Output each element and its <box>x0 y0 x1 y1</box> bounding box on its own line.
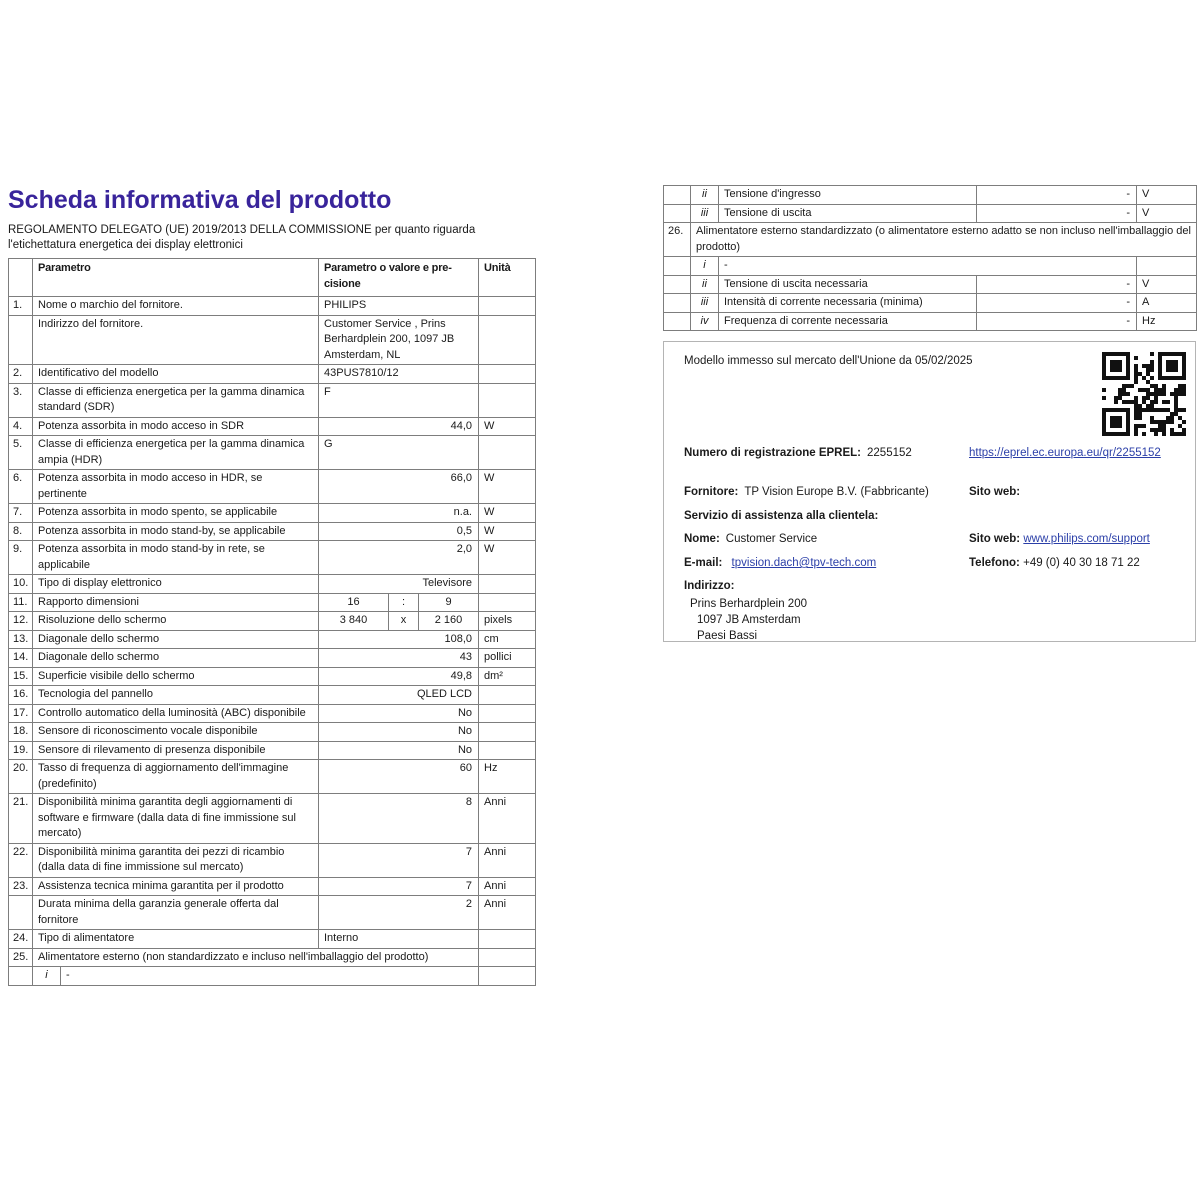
left-column <box>8 186 535 986</box>
table-row <box>9 417 536 436</box>
row-number-cell: 13. <box>9 630 33 649</box>
param-label-cell: Intensità di corrente necessaria (minima) <box>719 294 977 313</box>
unit-cell <box>479 704 536 723</box>
param-label-cell: Potenza assorbita in modo stand-by in rete, se applicabile <box>33 541 319 575</box>
table-row <box>9 948 536 967</box>
row-number-cell <box>664 204 691 223</box>
table-row <box>664 294 1197 313</box>
param-value-cell: Televisore <box>319 575 479 594</box>
param-label-cell: Potenza assorbita in modo acceso in SDR <box>33 417 319 436</box>
param-value-cell: - <box>977 204 1137 223</box>
param-value-cell: No <box>319 704 479 723</box>
fornitore-value: TP Vision Europe B.V. (Fabbricante) <box>744 486 929 498</box>
nome-value: Customer Service <box>725 533 818 545</box>
sub-index-cell: iv <box>691 312 719 331</box>
param-value-cell: 2,0 <box>319 541 479 575</box>
email-label: E-mail: <box>684 557 723 569</box>
table-row <box>9 297 536 316</box>
unit-cell: Hz <box>479 760 536 794</box>
table-row <box>9 896 536 930</box>
span-label-cell: Alimentatore esterno (non standardizzato e incluso nell'imballaggio del prodotto) <box>33 948 479 967</box>
param-label-cell: Durata minima della garanzia generale offerta dal fornitore <box>33 896 319 930</box>
table-row <box>9 630 536 649</box>
param-label-cell: Potenza assorbita in modo acceso in HDR, se pertinente <box>33 470 319 504</box>
param-value-cell: 60 <box>319 760 479 794</box>
row-number-cell: 9. <box>9 541 33 575</box>
row-number-cell <box>664 186 691 205</box>
param-label-cell: Tipo di alimentatore <box>33 930 319 949</box>
param-label-cell: Tecnologia del pannello <box>33 686 319 705</box>
table-row <box>9 741 536 760</box>
param-value-cell: - <box>977 312 1137 331</box>
param-value-cell: n.a. <box>319 504 479 523</box>
param-value-cell: 43PUS7810/12 <box>319 365 479 384</box>
param-value-cell: Customer Service , Prins Berhardplein 200, 1097 JB Amsterdam, NL <box>319 315 479 365</box>
row-number-cell: 16. <box>9 686 33 705</box>
row-number-cell: 24. <box>9 930 33 949</box>
row-number-cell <box>664 275 691 294</box>
row-number-cell: 19. <box>9 741 33 760</box>
value-part-cell: 16 <box>319 593 389 612</box>
param-label-cell: Classe di efficienza energetica per la gamma dinamica ampia (HDR) <box>33 436 319 470</box>
param-label-cell: Tensione d'ingresso <box>719 186 977 205</box>
address-line: 1097 JB Amsterdam <box>697 614 801 626</box>
table-row <box>9 843 536 877</box>
email-row <box>684 555 1181 571</box>
value-part-cell: 2 160 <box>419 612 479 631</box>
param-label-cell: Sensore di rilevamento di presenza disponibile <box>33 741 319 760</box>
table-row <box>9 967 536 986</box>
param-value-cell: No <box>319 741 479 760</box>
row-number-cell <box>9 315 33 365</box>
sub-index-cell: ii <box>691 275 719 294</box>
unit-cell <box>479 930 536 949</box>
param-value-cell: 7 <box>319 843 479 877</box>
param-label-cell: Controllo automatico della luminosità (ABC) disponibile <box>33 704 319 723</box>
unit-cell: Anni <box>479 794 536 844</box>
table-row <box>9 667 536 686</box>
param-label-cell: Tensione di uscita <box>719 204 977 223</box>
sito-web-label-2: Sito web: <box>969 533 1021 545</box>
unit-cell: W <box>479 504 536 523</box>
sub-index-cell: i <box>33 967 61 986</box>
row-number-cell: 7. <box>9 504 33 523</box>
param-label-cell: Potenza assorbita in modo spento, se applicabile <box>33 504 319 523</box>
unit-cell: V <box>1137 204 1197 223</box>
param-label-cell: Frequenza di corrente necessaria <box>719 312 977 331</box>
sub-index-cell: i <box>691 257 719 276</box>
market-info-box <box>663 341 1196 642</box>
table-row <box>9 504 536 523</box>
sub-index-cell: iii <box>691 204 719 223</box>
row-number-cell <box>664 294 691 313</box>
unit-cell: W <box>479 470 536 504</box>
param-value-cell: 44,0 <box>319 417 479 436</box>
regulation-subtitle: REGOLAMENTO DELEGATO (UE) 2019/2013 DELLA COMMISSIONE per quanto riguarda l'etichettatura energetica dei display elettronici <box>8 224 476 251</box>
table-row <box>9 877 536 896</box>
corner-cell <box>9 259 33 297</box>
row-number-cell <box>9 896 33 930</box>
fornitore-label: Fornitore: <box>684 486 739 498</box>
param-value-cell: Interno <box>319 930 479 949</box>
unit-cell <box>479 575 536 594</box>
sub-index-cell: iii <box>691 294 719 313</box>
unit-cell <box>479 686 536 705</box>
unit-cell: Anni <box>479 843 536 877</box>
indirizzo-label: Indirizzo: <box>684 580 735 592</box>
unit-cell: dm² <box>479 667 536 686</box>
unit-cell: pollici <box>479 649 536 668</box>
value-part-cell: 3 840 <box>319 612 389 631</box>
header-row <box>9 259 536 297</box>
table-row <box>9 723 536 742</box>
row-number-cell <box>9 967 33 986</box>
telefono-value: +49 (0) 40 30 18 71 22 <box>1023 557 1140 569</box>
row-number-cell: 8. <box>9 522 33 541</box>
unit-header-cell: Unità <box>479 259 536 297</box>
row-number-cell: 26. <box>664 223 691 257</box>
param-label-cell: Disponibilità minima garantita dei pezzi di ricambio (dalla data di fine immissione sul mercato) <box>33 843 319 877</box>
param-label-cell: Risoluzione dello schermo <box>33 612 319 631</box>
indirizzo-row <box>684 578 1181 594</box>
row-number-cell: 23. <box>9 877 33 896</box>
servizio-row <box>684 508 1181 524</box>
value-separator-cell: x <box>389 612 419 631</box>
table-row <box>664 186 1197 205</box>
unit-cell <box>479 383 536 417</box>
table-row <box>664 257 1197 276</box>
table-row <box>9 930 536 949</box>
unit-cell <box>479 967 536 986</box>
table-row <box>9 794 536 844</box>
address-line: Paesi Bassi <box>697 630 758 642</box>
unit-cell: W <box>479 417 536 436</box>
param-label-cell: Identificativo del modello <box>33 365 319 384</box>
unit-cell <box>1137 257 1197 276</box>
table-row <box>9 760 536 794</box>
param-value-cell: - <box>977 294 1137 313</box>
table-row <box>9 575 536 594</box>
qr-code <box>1101 351 1187 437</box>
fornitore-row <box>684 484 1181 500</box>
table-row <box>9 541 536 575</box>
unit-cell <box>479 593 536 612</box>
row-number-cell: 5. <box>9 436 33 470</box>
param-value-cell: 66,0 <box>319 470 479 504</box>
row-number-cell: 12. <box>9 612 33 631</box>
eprel-number: 2255152 <box>867 447 912 459</box>
param-value-cell: PHILIPS <box>319 297 479 316</box>
unit-cell: Anni <box>479 896 536 930</box>
sub-value-cell: - <box>61 967 479 986</box>
unit-cell: W <box>479 522 536 541</box>
row-number-cell: 11. <box>9 593 33 612</box>
unit-cell: cm <box>479 630 536 649</box>
row-number-cell: 4. <box>9 417 33 436</box>
param-value-cell: - <box>977 275 1137 294</box>
param-header-cell: Parametro <box>33 259 319 297</box>
unit-cell <box>479 297 536 316</box>
param-label-cell: Tasso di frequenza di aggiornamento dell'immagine (predefinito) <box>33 760 319 794</box>
param-value-cell: No <box>319 723 479 742</box>
table-row <box>9 383 536 417</box>
param-label-cell: Superficie visibile dello schermo <box>33 667 319 686</box>
sub-index-cell: ii <box>691 186 719 205</box>
table-row <box>9 704 536 723</box>
row-number-cell: 22. <box>9 843 33 877</box>
table-row <box>9 649 536 668</box>
philips-support-link[interactable]: www.philips.com/support <box>1023 533 1150 545</box>
unit-cell <box>479 741 536 760</box>
table-row <box>9 365 536 384</box>
param-value-cell: G <box>319 436 479 470</box>
unit-cell: A <box>1137 294 1197 313</box>
unit-cell <box>479 723 536 742</box>
param-value-cell: QLED LCD <box>319 686 479 705</box>
eprel-link[interactable]: https://eprel.ec.europa.eu/qr/2255152 <box>969 447 1161 459</box>
row-number-cell: 14. <box>9 649 33 668</box>
unit-cell <box>479 365 536 384</box>
param-value-cell: 8 <box>319 794 479 844</box>
email-link[interactable]: tpvision.dach@tpv-tech.com <box>731 557 877 569</box>
nome-row <box>684 531 1181 547</box>
param-label-cell: Nome o marchio del fornitore. <box>33 297 319 316</box>
table-row <box>9 593 536 612</box>
row-number-cell: 18. <box>9 723 33 742</box>
telefono-label: Telefono: <box>969 557 1020 569</box>
value-separator-cell: : <box>389 593 419 612</box>
table-row <box>9 522 536 541</box>
span-label-cell: Alimentatore esterno standardizzato (o alimentatore esterno adatto se non incluso nell'imballaggio del prodotto) <box>691 223 1197 257</box>
nome-label: Nome: <box>684 533 720 545</box>
param-label-cell: Potenza assorbita in modo stand-by, se applicabile <box>33 522 319 541</box>
sito-web-label: Sito web: <box>969 486 1021 498</box>
market-date-text: Modello immesso sul mercato dell'Unione da 05/02/2025 <box>684 355 973 367</box>
table-row <box>664 223 1197 257</box>
address-line: Prins Berhardplein 200 <box>690 598 807 610</box>
parameters-table <box>8 258 536 986</box>
table-row <box>9 436 536 470</box>
row-number-cell: 2. <box>9 365 33 384</box>
param-label-cell: Rapporto dimensioni <box>33 593 319 612</box>
unit-cell: V <box>1137 275 1197 294</box>
row-number-cell <box>664 257 691 276</box>
table-row <box>664 275 1197 294</box>
unit-cell <box>479 436 536 470</box>
param-value-cell: 2 <box>319 896 479 930</box>
unit-cell: W <box>479 541 536 575</box>
row-number-cell <box>664 312 691 331</box>
param-value-cell: 49,8 <box>319 667 479 686</box>
row-number-cell: 17. <box>9 704 33 723</box>
page-title: Scheda informativa del prodotto <box>8 186 392 214</box>
eprel-label: Numero di registrazione EPREL: <box>684 447 862 459</box>
param-value-cell: - <box>977 186 1137 205</box>
value-header-cell: Parametro o valore e pre-cisione <box>319 259 479 297</box>
table-row <box>664 312 1197 331</box>
param-value-cell: F <box>319 383 479 417</box>
param-value-cell: 0,5 <box>319 522 479 541</box>
table-row <box>664 204 1197 223</box>
param-label-cell: Assistenza tecnica minima garantita per il prodotto <box>33 877 319 896</box>
unit-cell <box>479 315 536 365</box>
param-label-cell: Sensore di riconoscimento vocale disponibile <box>33 723 319 742</box>
row-number-cell: 25. <box>9 948 33 967</box>
param-label-cell: Indirizzo del fornitore. <box>33 315 319 365</box>
table-row <box>9 315 536 365</box>
row-number-cell: 6. <box>9 470 33 504</box>
unit-cell: V <box>1137 186 1197 205</box>
param-value-cell: 7 <box>319 877 479 896</box>
param-label-cell: Tipo di display elettronico <box>33 575 319 594</box>
table-row <box>9 686 536 705</box>
table-row <box>9 470 536 504</box>
row-number-cell: 15. <box>9 667 33 686</box>
param-label-cell: Disponibilità minima garantita degli aggiornamenti di software e firmware (dalla data di fine immissione sul mercato) <box>33 794 319 844</box>
row-number-cell: 10. <box>9 575 33 594</box>
unit-cell: Anni <box>479 877 536 896</box>
row-number-cell: 20. <box>9 760 33 794</box>
unit-cell: Hz <box>1137 312 1197 331</box>
power-supply-table <box>663 185 1197 331</box>
row-number-cell: 3. <box>9 383 33 417</box>
unit-cell: pixels <box>479 612 536 631</box>
sub-value-cell: - <box>719 257 1137 276</box>
table-row <box>9 612 536 631</box>
param-label-cell: Classe di efficienza energetica per la gamma dinamica standard (SDR) <box>33 383 319 417</box>
value-part-cell: 9 <box>419 593 479 612</box>
eprel-row <box>684 445 1181 477</box>
param-label-cell: Diagonale dello schermo <box>33 649 319 668</box>
param-label-cell: Diagonale dello schermo <box>33 630 319 649</box>
param-value-cell: 108,0 <box>319 630 479 649</box>
row-number-cell: 21. <box>9 794 33 844</box>
param-value-cell: 43 <box>319 649 479 668</box>
param-label-cell: Tensione di uscita necessaria <box>719 275 977 294</box>
row-number-cell: 1. <box>9 297 33 316</box>
unit-cell <box>479 948 536 967</box>
servizio-label: Servizio di assistenza alla clientela: <box>684 510 879 522</box>
